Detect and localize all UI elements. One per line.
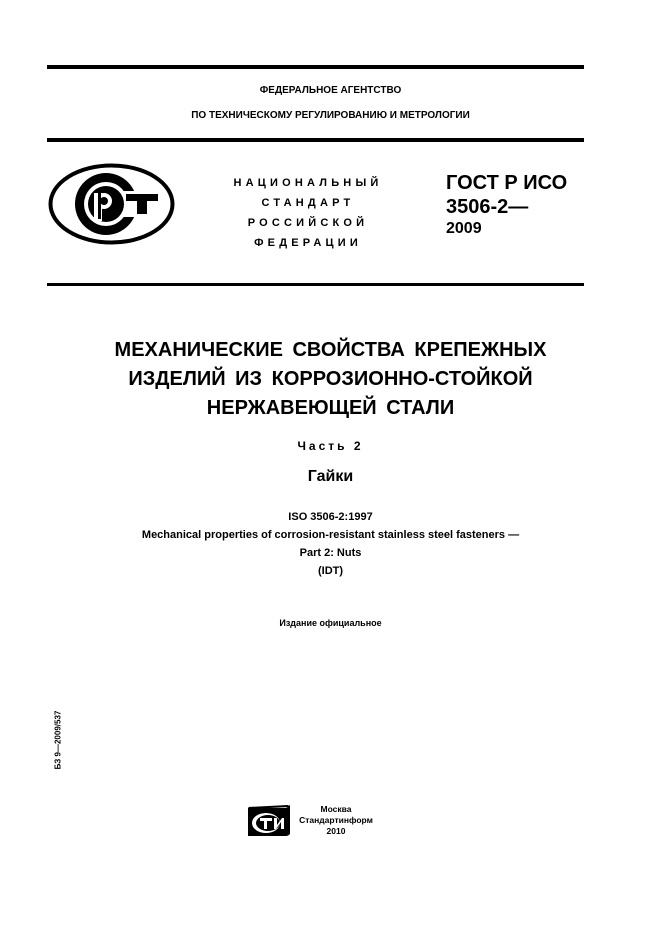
title-line-3: НЕРЖАВЕЮЩЕЙ СТАЛИ (206, 397, 455, 419)
iso-title: Mechanical properties of corrosion-resistant stainless steel fasteners — (141, 529, 520, 541)
agency-name-line1: ФЕДЕРАЛЬНОЕ АГЕНТСТВО (259, 85, 402, 96)
title-line-2: ИЗДЕЛИЙ ИЗ КОРРОЗИОННО-СТОЙКОЙ (128, 368, 533, 390)
publisher-name: Стандартинформ (299, 815, 373, 825)
standartinform-logo-icon (246, 804, 292, 838)
header-divider (47, 138, 584, 142)
gost-r-emblem-icon (48, 163, 175, 245)
document-subtitle: Гайки (307, 468, 354, 485)
iso-part: Part 2: Nuts (299, 547, 362, 559)
title-line-1: МЕХАНИЧЕСКИЕ СВОЙСТВА КРЕПЕЖНЫХ (114, 339, 547, 361)
edition-label: Издание официальное (279, 618, 382, 628)
standard-block-divider (47, 283, 584, 286)
national-standard-label (208, 173, 408, 253)
national-line-1: НАЦИОНАЛЬНЫЙ (233, 177, 383, 189)
designation-year: 2009 (446, 220, 482, 237)
national-line-3: РОССИЙСКОЙ (247, 217, 369, 229)
publisher-year: 2010 (326, 826, 346, 836)
top-divider (47, 65, 584, 69)
national-line-4: ФЕДЕРАЦИИ (254, 237, 362, 249)
national-line-2: СТАНДАРТ (261, 197, 355, 209)
designation-line1: ГОСТ Р ИСО (446, 172, 568, 194)
side-registration-code: БЗ 9—2009/537 (53, 710, 63, 770)
designation-line2: 3506-2— (446, 196, 529, 218)
publisher-city: Москва (320, 804, 352, 814)
document-title (0, 336, 661, 423)
iso-equivalence: (IDT) (317, 565, 344, 577)
iso-code: ISO 3506-2:1997 (288, 511, 373, 523)
iso-reference (0, 508, 661, 580)
publisher-info (288, 804, 384, 837)
agency-name-line2: ПО ТЕХНИЧЕСКОМУ РЕГУЛИРОВАНИЮ И МЕТРОЛОГИИ (191, 110, 470, 121)
standard-designation (446, 171, 567, 239)
part-label: Часть 2 (297, 439, 364, 453)
